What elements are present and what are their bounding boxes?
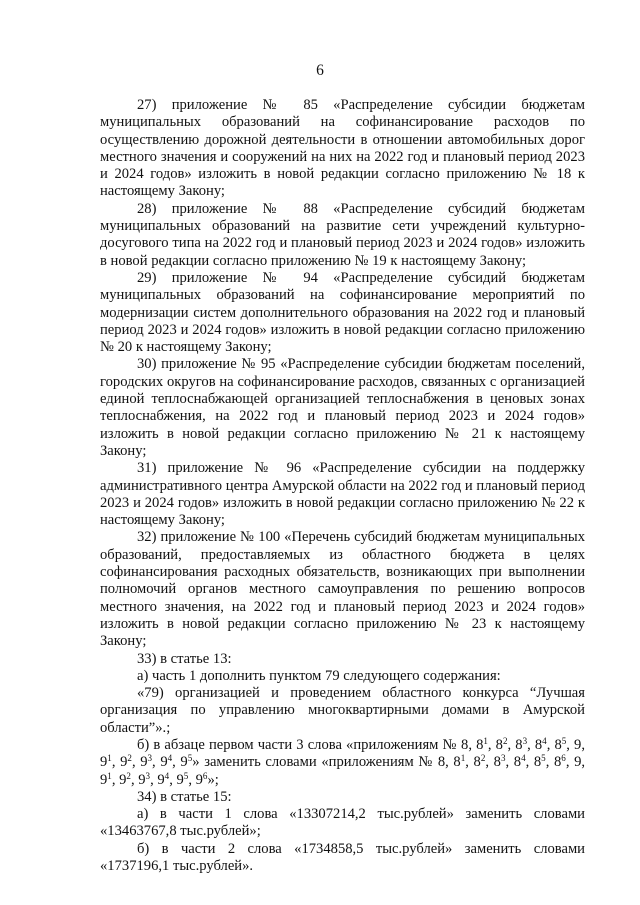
paragraph-item-33a: а) часть 1 дополнить пунктом 79 следующего содержания:	[137, 667, 501, 684]
paragraph-item-79-quote: «79) организацией и проведением областного конкурса “Лучшая организация по управлению многоквартирными домами в Амурской области”».;	[100, 685, 585, 736]
paragraph-item-32: 32) приложение № 100 «Перечень субсидий бюджетам муниципальных образований, предоставляемых из областного бюджета в целях софинансирования расходных обязательств, возникающих при выполнении полномочий органов местного самоуправления по решению вопросов местного значения, на 2022 год и плановый период 2023 и 2024 годов» изложить в новой редакции согласно приложению № 23 к настоящему Закону;	[100, 529, 585, 650]
paragraph-item-33: 33) в статье 13:	[137, 650, 232, 667]
paragraph-item-34b: б) в части 2 слова «1734858,5 тыс.рублей» заменить словами «1737196,1 тыс.рублей».	[100, 840, 585, 875]
paragraph-item-33b: б) в абзаце первом части 3 слова «приложениям № 8, $8^1$, $8^2$, $8^3$, $8^4$, $8^5$, 9, $9^1$, $9^2$, $9^3$, $9^4$, $9^5$» заменить словами «приложениям № 8, $8^1$, $8^2$, $8^3$, $8^4$, $8^5$, $8^6$, 9, $9^1$, $9^2$, $9^3$, $9^4$, $9^5$, $9^6$»;	[100, 736, 586, 788]
paragraph-item-28: 28) приложение № 88 «Распределение субсидий бюджетам муниципальных образований на развитие сети учреждений культурно-досугового типа на 2022 год и плановый период 2023 и 2024 годов» изложить в новой редакции согласно приложению № 19 к настоящему Закону;	[100, 200, 585, 269]
paragraph-item-27: 27) приложение № 85 «Распределение субсидии бюджетам муниципальных образований на софинансирование расходов по осуществлению дорожной деятельности в отношении автомобильных дорог местного значения и сооружений на них на 2022 год и плановый период 2023 и 2024 годов» изложить в новой редакции согласно приложению № 18 к настоящему Закону;	[100, 97, 585, 200]
paragraph-item-34: 34) в статье 15:	[137, 788, 232, 805]
paragraph-item-30: 30) приложение № 95 «Распределение субсидии бюджетам поселений, городских округов на софинансирование расходов, связанных с организацией единой теплоснабжающей организацией теплоснабжения в ценовых зонах теплоснабжения, на 2022 год и плановый период 2023 и 2024 годов» изложить в новой редакции согласно приложению № 21 к настоящему Закону;	[100, 356, 585, 459]
paragraph-item-34a: а) в части 1 слова «13307214,2 тыс.рублей» заменить словами «13463767,8 тыс.рублей»;	[100, 806, 585, 840]
page-number: 6	[316, 62, 324, 79]
document-body	[100, 97, 585, 875]
paragraph-item-31: 31) приложение № 96 «Распределение субсидии на поддержку административного центра Амурской области на 2022 год и плановый период 2023 и 2024 годов» изложить в новой редакции согласно приложению № 22 к настоящему Закону;	[100, 460, 585, 529]
paragraph-item-29: 29) приложение № 94 «Распределение субсидий бюджетам муниципальных образований на софинансирование мероприятий по модернизации систем дополнительного образования на 2022 год и плановый период 2023 и 2024 годов» изложить в новой редакции согласно приложению № 20 к настоящему Закону;	[100, 269, 585, 356]
